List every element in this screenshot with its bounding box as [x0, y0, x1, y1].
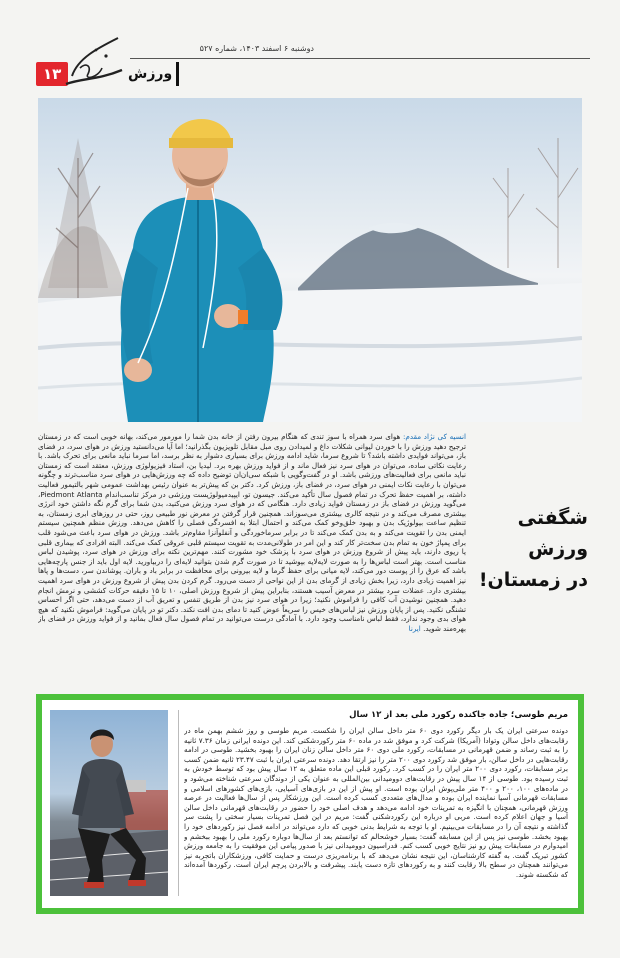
newspaper-logo: [58, 28, 128, 94]
runner-illustration: [38, 98, 582, 422]
article-body-text: هوای سرد همراه با سوز تندی که هنگام بیرون رفتن از خانه بدن شما را مورمور می‌کند، بهانه خوبی است که در زمستان ترجیح دهید ورزش را با خوردن لیوانی شکلات داغ و لمیدادن روی مبل مقابل تلویزیون بگذرانید؛ اما آیا می‌دانستید ورزش در هوای سرد، در فضای باز، می‌تواند فوایدی داشته باشد؟ تا شروع سرما، شاید ادامه ورزش برای بسیاری دشوار به نظر برسد، اما سرما نباید مانعی برای تحرک باشد. با رعایت نکاتی ساده، می‌توان در هوای سرد نیز فعال ماند و از فواید ورزش بهره برد. لیدیا بن، استاد فیزیولوژی ورزش، معتقد است که زمستان نباید مانعی برای فعالیت‌های ورزشی باشد. او در گفت‌وگویی با شبکه سی‌ان‌ان توضیح داده که چه ورزش‌هایی در هوای سرد مناسب‌ترند و چگونه می‌توان با رعایت نکات ایمنی در هوای سرد، در فضای باز، ورزش کرد. دکتر بن که پیش‌تر به عنوان رئیس بهداشت عمومی شهر بالتیمور فعالیت داشته، بر اهمیت حفظ تحرک در تمام فصول سال تأکید می‌کند. جیسون تو، ایپیدمیولوژیست ورزشی در مرکز تناسب‌اندام Piedmont Atlanta، می‌گوید ورزش در فضای باز در زمستان فواید زیادی دارد. هنگامی که در هوای سرد ورزش می‌کنید، بدن شما برای گرم نگه داشتن خود انرژی بیشتری مصرف می‌کند و در نتیجه کالری بیشتری می‌سوزاند. همچنین قرار گرفتن در معرض نور طبیعی روز، حتی در روزهای ابری زمستان، به تنظیم ساعت بیولوژیک بدن و بهبود خلق‌وخو کمک می‌کند و احتمال ابتلا به افسردگی فصلی را کاهش می‌دهد. ورزش منظم همچنین سیستم ایمنی بدن را تقویت می‌کند و به بدن کمک می‌کند تا در برابر سرماخوردگی و آنفلوآنزا مقاوم‌تر باشد. ورزش در هوای سرد باعث می‌شود قلب برای پمپاژ خون به تمام بدن سخت‌تر کار کند و این امر در طولانی‌مدت به تقویت سیستم قلبی عروقی کمک می‌کند. البته افرادی که بیماری قلبی یا ریوی دارند، باید پیش از شروع ورزش در هوای سرد با پزشک خود مشورت کنند. مهم‌ترین نکته برای ورزش در هوای سرد، پوشیدن لباس مناسب است. بهتر است لباس‌ها را به صورت لایه‌لایه بپوشید تا در صورت گرم شدن بتوانید لایه‌ای را دربیاورید. لایه اول باید از جنس پارچه‌هایی باشد که عرق را از پوست دور می‌کند، لایه میانی برای حفظ گرما و لایه بیرونی برای محافظت در برابر باد و باران. پوشاندن سر، دست‌ها و پاها نیز اهمیت زیادی دارد، زیرا بخش زیادی از گرمای بدن از این نواحی از دست می‌رود. گرم کردن بدن پیش از شروع ورزش در هوای سرد اهمیت بیشتری دارد. عضلات سرد بیشتر در معرض آسیب هستند، بنابراین پیش از شروع ورزش اصلی، ۱۰ تا ۱۵ دقیقه حرکات کششی و نرمش انجام دهید. همچنین نوشیدن آب کافی را فراموش نکنید؛ زیرا در هوای سرد نیز بدن از طریق تنفس و تعریق آب از دست می‌دهد، حتی اگر احساس تشنگی نکنید. پس از پایان ورزش نیز لباس‌های خیس را سریعاً عوض کنید تا دمای بدن افت نکند. دکتر تو در پایان می‌گوید: فراموش نکنید که هیچ هوای بدی وجود ندارد، فقط لباس نامناسب وجود دارد. با آمادگی درست می‌توانید در تمام فصول سال فعال بمانید و از فواید ورزش در فضای باز بهره‌مند شوید.: [38, 432, 466, 633]
section-divider: [176, 62, 179, 86]
page-header: [30, 28, 590, 98]
sidebar-article-body: دونده سرعتی ایران یک بار دیگر رکورد دوی ۶۰ متر داخل سالن ایران را شکست. مریم طوسی و روز ششم بهمن ماه در رقابت‌های داخل سالن وتوادا (آمریکا) شرکت کرد و موفق شد در ماده ۶۰ متر رکوردشکنی کند. این دونده ایرانی زمان ۷.۳۶ ثانیه را به ثبت رساند و ضمن قهرمانی در مسابقات، رکورد ملی دوی ۶۰ متر داخل سالن زنان ایران را بهبود بخشید. طوسی در ادامه رقابت‌هایی در داخل سالن، بار موفق شد رکورد دوی ۲۰۰ متر را نیز ارتقا دهد. دونده سرعتی ایران با ثبت ۲۳.۴۷ ثانیه ضمن کسب برتر مسابقات، رکورد دوی ۲۰۰ متر ایران را در کسب کرد. رکورد قبلی این ماده متعلق به ۱۲ سال پیش بود که توسط خودش به ثبت رسیده بود. طوسی از ۱۴ سال پیش در رقابت‌های دوومیدانی بین‌المللی به عنوان یکی از دوندگان سرعتی شناخته می‌شود و در ماده‌های ۱۰۰، ۲۰۰ و ۴۰۰ متر ملی‌پوش ایران بوده است. او پیش از این در بازی‌های آسیایی، بازی‌های کشورهای اسلامی و مسابقات قهرمانی آسیا نماینده ایران بوده و مدال‌های متعددی کسب کرده است. این ورزشکار پس از سال‌ها فعالیت در عرصه ورزش قهرمانی، همچنان با انگیزه به تمرینات خود ادامه می‌دهد و هدف اصلی خود را حضور در رقابت‌های قهرمانی داخل سالن آسیا و جهان اعلام کرده است. مربی او درباره این رکوردشکنی گفت: مریم در این فصل تمرینات بسیار سختی را پشت سر گذاشته و نتیجه آن را در مسابقات می‌بینیم. او با توجه به شرایط بدنی خوبی که دارد می‌تواند در ادامه فصل نیز رکوردهای خود را بهبود بخشد. طوسی نیز پس از این مسابقه گفت: بسیار خوشحالم که توانستم بعد از سال‌ها دوباره رکورد ملی را بهبود ببخشم و امیدوارم در مسابقات پیش رو نیز نتایج خوبی کسب کنم. فدراسیون دوومیدانی نیز با صدور پیامی این موفقیت را به جامعه ورزش کشور تبریک گفت. به گفته کارشناسان، این نتیجه نشان می‌دهد که با برنامه‌ریزی درست و حمایت کافی، ورزشکاران باتجربه نیز می‌توانند همچنان در سطح بالا رقابت کنند و به رکوردهای تازه دست یابند. پیشرفت و بالابردن پرچم ایران است. رکوردها آمده‌اند که شکسته شوند.: [184, 726, 568, 879]
headline-line-1: شگفتی ورزش: [517, 507, 588, 560]
sidebar-article-box: [36, 694, 584, 914]
runner-in-snow-photo: [38, 98, 582, 422]
article-byline: انسیه کی نژاد مقدم:: [402, 432, 466, 441]
article-body: [38, 432, 466, 694]
header-rule: [130, 58, 590, 59]
headline-line-2: در زمستان!: [478, 569, 588, 591]
article-source: ایرنا: [408, 623, 421, 633]
box-divider: [178, 710, 179, 896]
article-headline: [478, 503, 588, 596]
section-title: ورزش: [128, 66, 173, 82]
issue-date-line: دوشنبه ۶ اسفند ۱۴۰۳، شماره ۵۲۷: [199, 44, 314, 53]
page-number-badge: ١٣: [36, 62, 68, 86]
athlete-photo: [50, 710, 168, 896]
athlete-illustration: [50, 710, 168, 896]
sidebar-article-title: مریم طوسی؛ جاده جاکنده رکورد ملی بعد از ۱۲ سال: [349, 710, 568, 720]
